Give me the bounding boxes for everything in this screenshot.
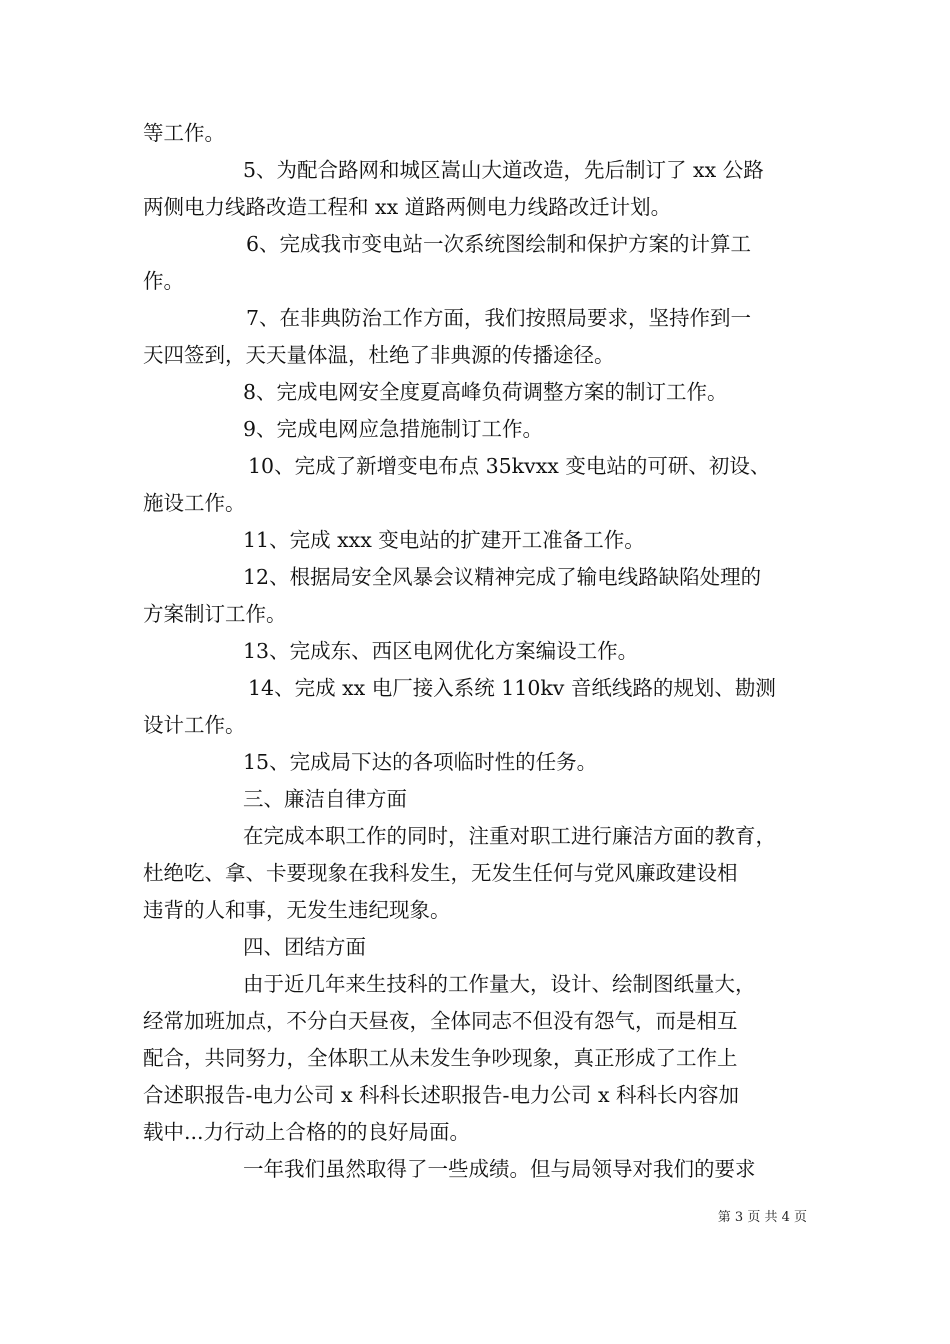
text-line: 5、为配合路网和城区嵩山大道改造，先后制订了 xx 公路 — [243, 158, 764, 182]
text-line: 施设工作。 — [143, 491, 246, 515]
text-line: 一年我们虽然取得了一些成绩。但与局领导对我们的要求 — [243, 1157, 756, 1181]
section-heading: 四、团结方面 — [243, 935, 366, 959]
text-line: 7、在非典防治工作方面，我们按照局要求，坚持作到一 — [246, 306, 752, 330]
text-line: 10、完成了新增变电布点 35kvxx 变电站的可研、初设、 — [248, 454, 771, 478]
section-heading: 三、廉洁自律方面 — [243, 787, 407, 811]
document-body — [143, 115, 813, 1188]
text-line: 违背的人和事，无发生违纪现象。 — [143, 898, 451, 922]
text-line: 12、根据局安全风暴会议精神完成了输电线路缺陷处理的 — [243, 565, 762, 589]
text-line: 8、完成电网安全度夏高峰负荷调整方案的制订工作。 — [243, 380, 728, 404]
text-line: 天四签到，天天量体温，杜绝了非典源的传播途径。 — [143, 343, 615, 367]
text-line: 由于近几年来生技科的工作量大，设计、绘制图纸量大， — [243, 972, 756, 996]
text-line: 13、完成东、西区电网优化方案编设工作。 — [243, 639, 639, 663]
text-line: 15、完成局下达的各项临时性的任务。 — [243, 750, 598, 774]
text-line: 14、完成 xx 电厂接入系统 110kv 音纸线路的规划、勘测 — [248, 676, 776, 700]
text-line: 6、完成我市变电站一次系统图绘制和保护方案的计算工 — [246, 232, 752, 256]
text-line: 等工作。 — [143, 121, 225, 145]
text-line: 经常加班加点，不分白天昼夜，全体同志不但没有怨气，而是相互 — [143, 1009, 738, 1033]
text-line: 杜绝吃、拿、卡要现象在我科发生，无发生任何与党风廉政建设相 — [143, 861, 738, 885]
text-line: 作。 — [143, 269, 184, 293]
text-line: 载中...力行动上合格的的良好局面。 — [143, 1120, 471, 1144]
text-line: 两侧电力线路改造工程和 xx 道路两侧电力线路改迁计划。 — [143, 195, 672, 219]
text-line: 配合，共同努力，全体职工从未发生争吵现象，真正形成了工作上 — [143, 1046, 738, 1070]
text-line: 在完成本职工作的同时，注重对职工进行廉洁方面的教育， — [243, 824, 776, 848]
text-line: 11、完成 xxx 变电站的扩建开工准备工作。 — [243, 528, 645, 552]
text-line: 设计工作。 — [143, 713, 246, 737]
text-line: 9、完成电网应急措施制订工作。 — [243, 417, 544, 441]
text-line: 合述职报告-电力公司 x 科科长述职报告-电力公司 x 科科长内容加 — [143, 1083, 740, 1107]
text-line: 方案制订工作。 — [143, 602, 287, 626]
page-number: 第 3 页 共 4 页 — [717, 1210, 807, 1225]
